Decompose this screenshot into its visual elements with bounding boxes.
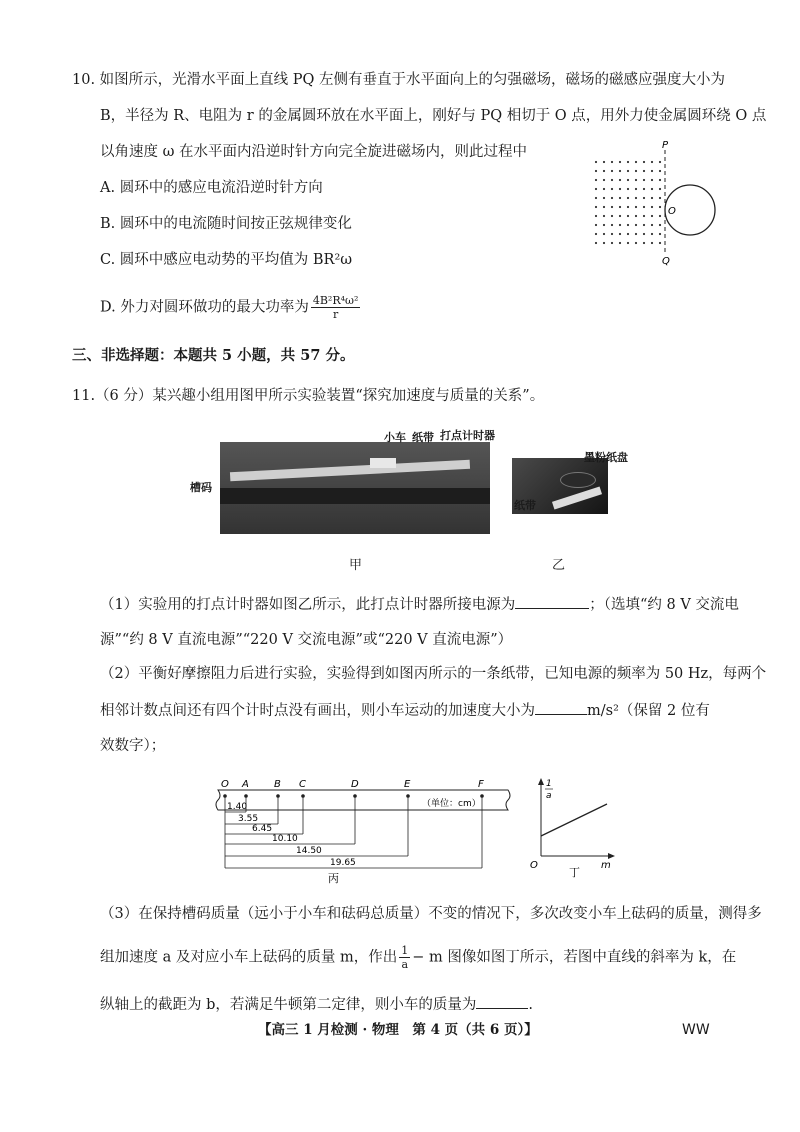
q11-part3-text-b: − m 图像如图丁所示，若图中直线的斜率为 k，在: [412, 949, 737, 966]
field-dot: [651, 215, 653, 217]
field-dot: [627, 224, 629, 226]
field-dot: [635, 197, 637, 199]
toner-disk-shape: [560, 472, 596, 488]
field-dot: [627, 215, 629, 217]
field-dot: [619, 233, 621, 235]
q11-part1-line2: 源”“约 8 V 直流电源”“220 V 交流电源”或“220 V 直流电源”）: [100, 632, 513, 648]
label-q: Q: [662, 256, 670, 267]
field-dot: [643, 188, 645, 190]
field-dot: [603, 197, 605, 199]
section-heading: 三、非选择题：本题共 5 小题，共 57 分。: [72, 347, 355, 364]
q10-option-c: C. 圆环中感应电动势的平均值为 BR²ω: [100, 252, 353, 268]
caption-jia: 甲: [349, 558, 363, 573]
field-dot: [595, 161, 597, 163]
field-dot: [651, 197, 653, 199]
field-dot: [603, 206, 605, 208]
q11-part3-line3: [100, 994, 533, 1015]
field-dot: [595, 206, 597, 208]
field-dot: [619, 179, 621, 181]
q11-part2-line3: 效数字）；: [100, 738, 166, 754]
distance-od: 10.10: [272, 834, 298, 844]
distance-oa: 1.40: [227, 802, 248, 812]
field-dot: [595, 170, 597, 172]
car-shape: [370, 458, 396, 468]
field-dot: [611, 197, 613, 199]
field-dot: [627, 188, 629, 190]
field-dot: [611, 233, 613, 235]
tape-strip: [552, 486, 602, 509]
field-dot: [643, 197, 645, 199]
field-dot: [635, 233, 637, 235]
field-dot: [651, 161, 653, 163]
field-dot: [611, 161, 613, 163]
q11-part2-line2: [100, 700, 710, 721]
field-dot: [619, 197, 621, 199]
field-dot: [643, 215, 645, 217]
answer-blank-3[interactable]: [476, 994, 528, 1009]
q11-part2-text-a: 相邻计数点间还有四个计时点没有画出，则小车运动的加速度大小为: [100, 703, 535, 719]
field-dot: [619, 170, 621, 172]
table-top: [220, 488, 490, 504]
q11-part3-fraction: [399, 944, 410, 971]
q11-intro: 11.（6 分）某兴趣小组用图甲所示实验装置“探究加速度与质量的关系”。: [72, 388, 545, 404]
svg-text:A: A: [242, 779, 249, 790]
field-dot: [635, 224, 637, 226]
field-dot: [635, 188, 637, 190]
q10-line-1: 10. 如图所示，光滑水平面上直线 PQ 左侧有垂直于水平面向上的匀强磁场，磁场的磁感应强度大小为: [72, 72, 726, 88]
field-dot: [619, 224, 621, 226]
field-dot: [603, 188, 605, 190]
distance-ob: 3.55: [238, 814, 259, 824]
field-dot: [643, 170, 645, 172]
x-label: m: [601, 860, 611, 871]
field-dot: [627, 242, 629, 244]
tape-unit: （单位：cm）: [422, 799, 481, 809]
q11-part3-line2: [100, 944, 736, 971]
q10-option-d-denominator: r: [332, 308, 339, 321]
footer-center: 【高三 1 月检测 · 物理 第 4 页（共 6 页）】: [258, 1022, 538, 1038]
field-dot: [659, 242, 661, 244]
graph-line: [541, 804, 607, 836]
field-dot: [619, 242, 621, 244]
field-dot: [643, 242, 645, 244]
label-weight: 槽码: [190, 481, 212, 494]
tape-point-e: [404, 779, 411, 856]
q11-part3-text-c: 纵轴上的截距为 b，若满足牛顿第二定律，则小车的质量为: [100, 997, 477, 1013]
y-label-num: 1: [546, 779, 552, 789]
tape-point-c: [299, 779, 306, 834]
field-dot: [619, 161, 621, 163]
label-car: 小车: [384, 431, 406, 444]
field-dot: [635, 170, 637, 172]
field-dot: [619, 215, 621, 217]
field-dot: [619, 206, 621, 208]
field-dot: [603, 161, 605, 163]
q11-part1-line1: [100, 594, 739, 615]
q11-part3-text-d: .: [528, 997, 533, 1013]
field-dot: [603, 215, 605, 217]
field-dot: [635, 242, 637, 244]
tape-point-d: [351, 779, 359, 844]
magnetic-field-figure: [590, 140, 730, 270]
field-dot: [595, 242, 597, 244]
track: [230, 460, 470, 482]
q11-part2-line1: （2）平衡好摩擦阻力后进行实验，实验得到如图丙所示的一条纸带，已知电源的频率为 50 Hz，每两个: [100, 666, 767, 682]
svg-text:O: O: [221, 779, 229, 790]
field-dot: [603, 179, 605, 181]
field-dot: [651, 224, 653, 226]
field-dot: [659, 161, 661, 163]
caption-ding: 丁: [569, 866, 580, 879]
caption-bing: 丙: [328, 872, 339, 885]
q10-line-2: B，半径为 R、电阻为 r 的金属圆环放在水平面上，刚好与 PQ 相切于 O 点，用外力使金属圆环绕 O 点: [100, 108, 767, 124]
field-dot: [627, 233, 629, 235]
field-dot: [595, 188, 597, 190]
field-dot: [627, 170, 629, 172]
field-dot: [627, 161, 629, 163]
distance-of: 19.65: [330, 858, 356, 868]
field-dot: [603, 242, 605, 244]
field-dot: [611, 242, 613, 244]
answer-blank-2[interactable]: [535, 700, 587, 715]
field-dot: [595, 233, 597, 235]
field-dot: [651, 233, 653, 235]
field-dot: [643, 179, 645, 181]
field-dot: [611, 170, 613, 172]
field-dot: [659, 224, 661, 226]
tape-point-f: [478, 779, 484, 868]
field-dot: [603, 170, 605, 172]
label-timer: 打点计时器: [440, 429, 495, 442]
field-dot: [659, 206, 661, 208]
y-axis-arrow: [538, 778, 544, 785]
field-dot: [659, 188, 661, 190]
field-dot: [635, 215, 637, 217]
field-dot: [603, 224, 605, 226]
field-dot: [603, 233, 605, 235]
field-dot: [635, 206, 637, 208]
q10-option-d-numerator: 4B²R⁴ω²: [312, 294, 359, 307]
field-dot: [651, 170, 653, 172]
field-dot: [611, 188, 613, 190]
svg-text:B: B: [274, 779, 281, 790]
origin-label: O: [530, 860, 538, 871]
field-dot: [659, 215, 661, 217]
graph-ding: [525, 774, 620, 879]
field-dot: [659, 197, 661, 199]
q11-part3-text-a: 组加速度 a 及对应小车上砝码的质量 m，作出: [100, 949, 398, 966]
field-dot: [643, 233, 645, 235]
label-tape-yi: 纸带: [514, 499, 536, 512]
caption-yi: 乙: [552, 558, 566, 573]
footer-right: WW: [682, 1022, 710, 1038]
field-dot: [651, 206, 653, 208]
field-dot: [619, 188, 621, 190]
field-dot: [595, 197, 597, 199]
q11-part2-text-b: m/s²（保留 2 位有: [587, 703, 710, 719]
field-dot: [659, 179, 661, 181]
figure-jia-photo: [220, 442, 490, 534]
field-dot: [595, 215, 597, 217]
tape-point-o: [221, 779, 229, 868]
field-dot: [595, 179, 597, 181]
q10-option-b: B. 圆环中的电流随时间按正弦规律变化: [100, 216, 352, 232]
q11-part3-frac-num: 1: [401, 944, 409, 957]
x-axis-arrow: [608, 853, 615, 859]
q10-option-a: A. 圆环中的感应电流沿逆时针方向: [100, 180, 323, 196]
field-dot: [611, 215, 613, 217]
field-dot: [651, 179, 653, 181]
distance-oc: 6.45: [252, 824, 273, 834]
field-dot: [595, 224, 597, 226]
y-label-den: a: [546, 791, 552, 801]
label-tape-jia: 纸带: [412, 431, 434, 444]
field-dot: [611, 179, 613, 181]
q11-part1-text-a: （1）实验用的打点计时器如图乙所示，此打点计时器所接电源为: [100, 597, 516, 613]
svg-text:C: C: [299, 779, 306, 790]
field-dot: [659, 170, 661, 172]
svg-text:E: E: [404, 779, 411, 790]
field-dot: [611, 206, 613, 208]
q11-part1-text-b: ；（选填“约 8 V 交流电: [589, 597, 739, 613]
field-dot: [651, 188, 653, 190]
field-dots: [595, 161, 661, 244]
field-dot: [659, 233, 661, 235]
svg-text:F: F: [478, 779, 484, 790]
q10-option-d-prefix: D. 外力对圆环做功的最大功率为: [100, 299, 309, 316]
label-disk: 墨粉纸盘: [584, 451, 628, 464]
field-dot: [643, 161, 645, 163]
label-p: P: [662, 140, 669, 151]
tape-point-b: [274, 779, 281, 824]
label-o: O: [668, 206, 676, 217]
field-dot: [627, 179, 629, 181]
field-dot: [627, 206, 629, 208]
q10-option-d-fraction: [311, 294, 361, 321]
q11-part3-frac-den: a: [401, 958, 409, 971]
q11-part3-line1: （3）在保持槽码质量（远小于小车和砝码总质量）不变的情况下，多次改变小车上砝码的质量，测得多: [100, 906, 762, 922]
svg-text:D: D: [351, 779, 359, 790]
field-dot: [643, 206, 645, 208]
distance-oe: 14.50: [296, 846, 322, 856]
field-dot: [635, 161, 637, 163]
q10-option-d: [100, 294, 362, 321]
answer-blank-1[interactable]: [515, 594, 589, 609]
field-dot: [651, 242, 653, 244]
tape-diagram: [210, 776, 520, 886]
field-dot: [611, 224, 613, 226]
field-dot: [643, 224, 645, 226]
field-dot: [627, 197, 629, 199]
q10-line-3: 以角速度 ω 在水平面内沿逆时针方向完全旋进磁场内，则此过程中: [100, 144, 528, 160]
field-dot: [635, 179, 637, 181]
